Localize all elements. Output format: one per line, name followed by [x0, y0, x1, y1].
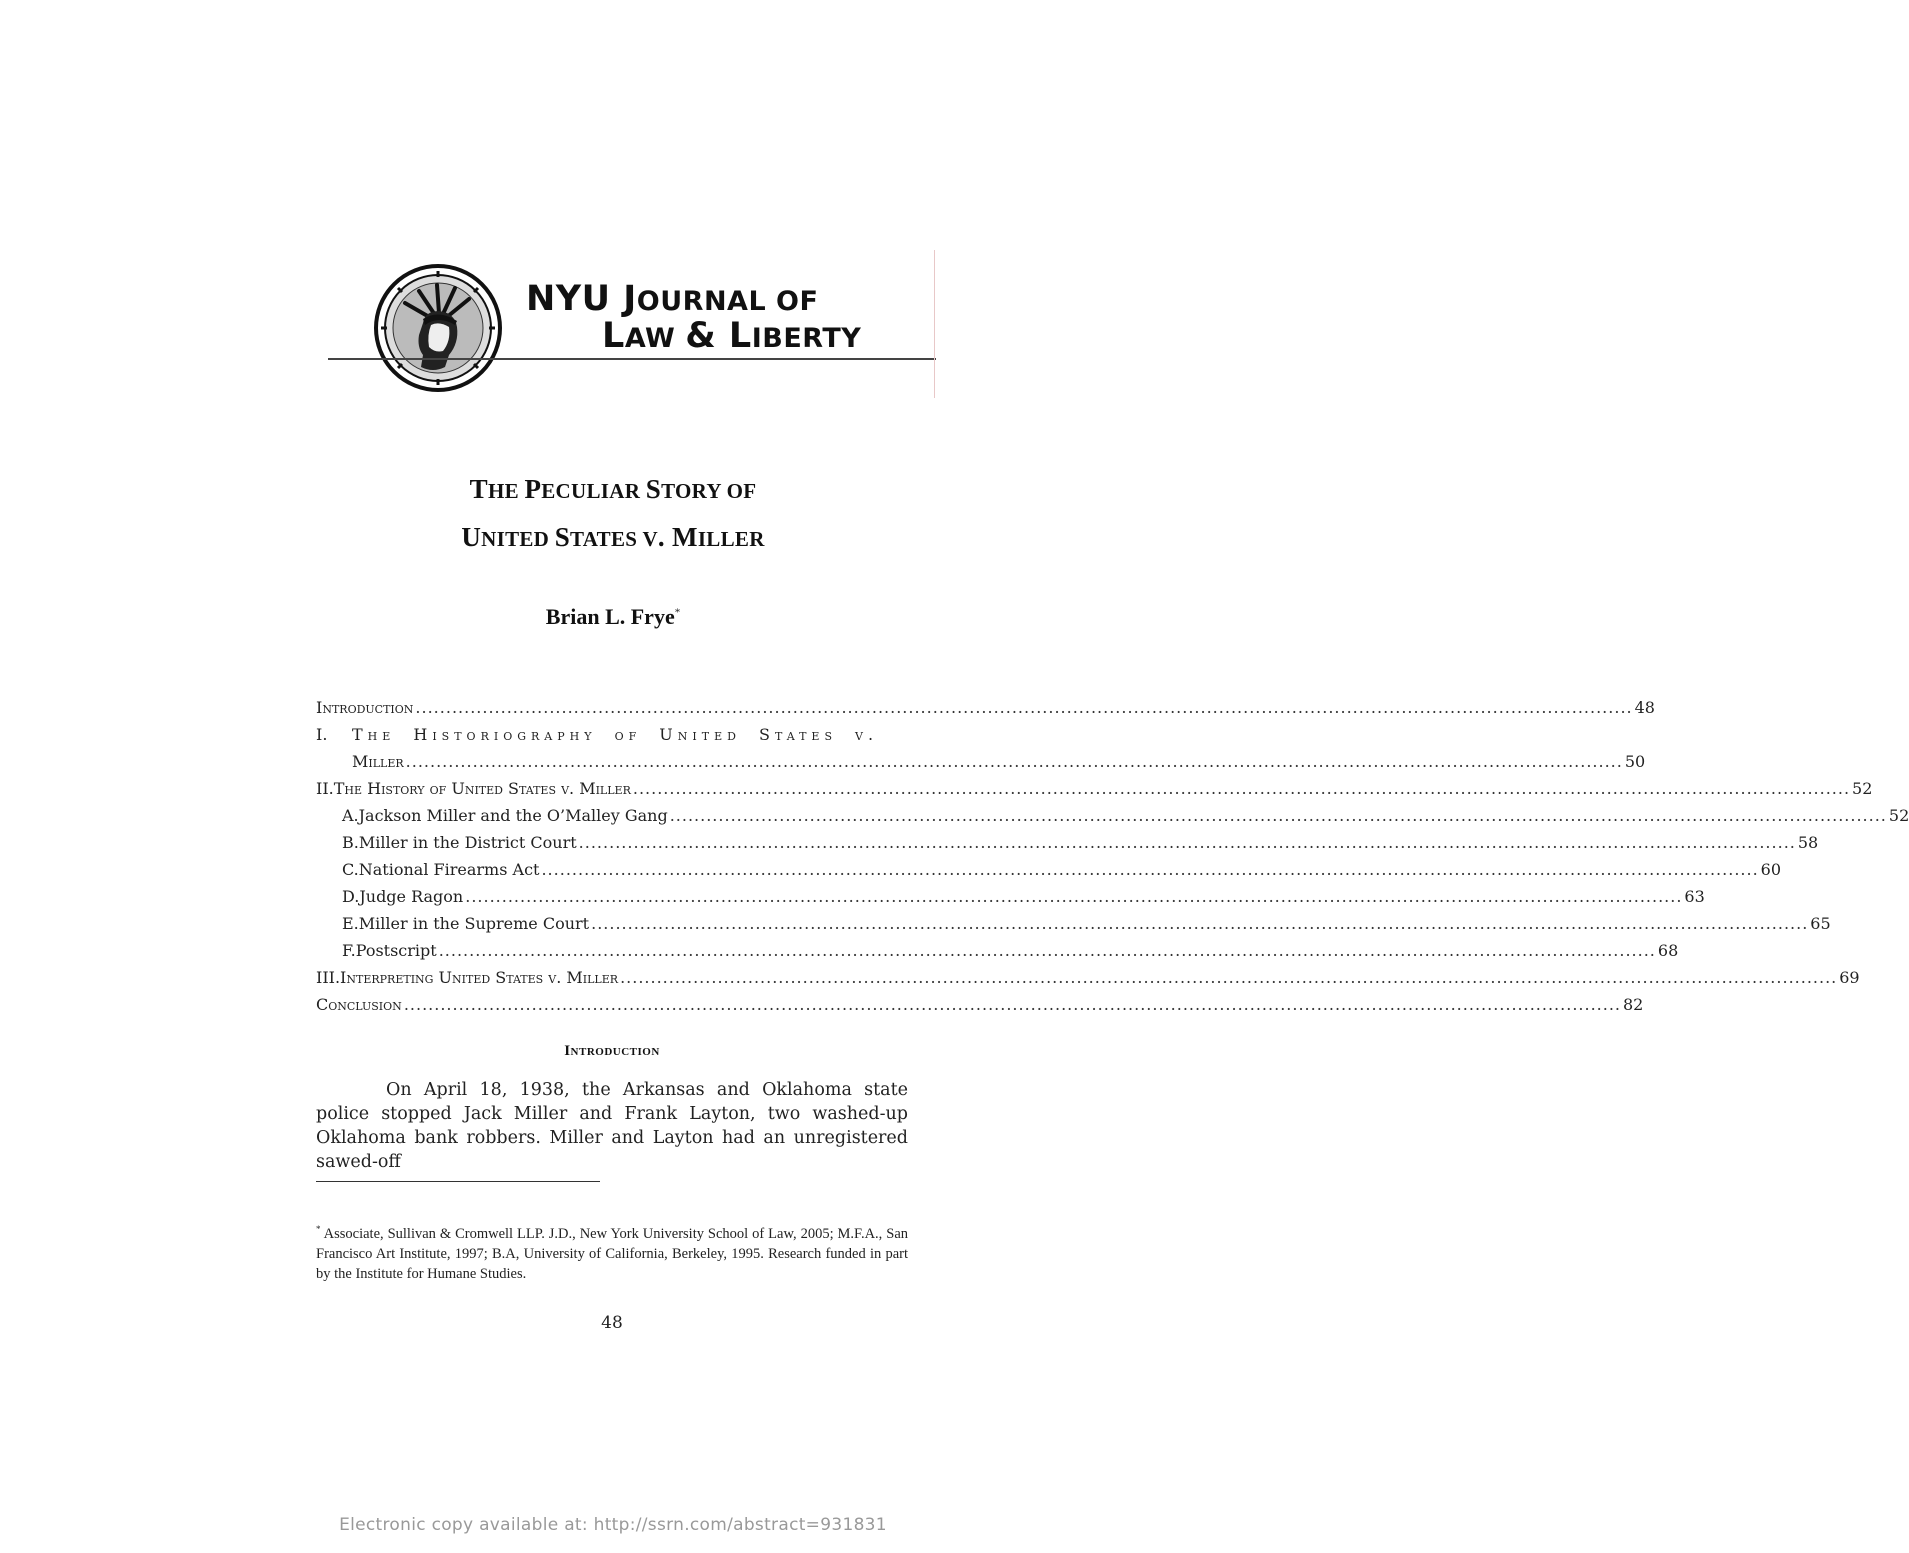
toc-entry-number: I.: [316, 725, 328, 744]
toc-entry-page: 50: [1624, 752, 1646, 771]
toc-dot-leader: ........................................................................................................................................................................................................: [415, 698, 1633, 717]
toc-entry-number: E.: [342, 914, 359, 933]
toc-dot-leader: ........................................................................................................................................................................................................: [591, 914, 1809, 933]
toc-entry: [316, 775, 1873, 802]
toc-dot-leader: ........................................................................................................................................................................................................: [465, 887, 1683, 906]
title-fragment: S: [645, 474, 662, 504]
toc-entry: [316, 937, 1679, 964]
toc-entry-label: Postscript: [355, 941, 437, 960]
article-title-line-2: [300, 514, 926, 562]
title-fragment: J: [623, 279, 637, 319]
title-fragment: TATES V: [570, 527, 658, 551]
author-name-text: Brian L. Frye: [545, 604, 675, 629]
toc-entry: [316, 910, 1831, 937]
toc-entry-page: 58: [1797, 833, 1819, 852]
toc-entry-number: B.: [342, 833, 359, 852]
toc-dot-leader: ........................................................................................................................................................................................................: [541, 860, 1759, 879]
toc-dot-leader: ........................................................................................................................................................................................................: [403, 995, 1621, 1014]
page-number: 48: [601, 1313, 623, 1333]
title-fragment: L: [602, 316, 625, 356]
title-fragment: .: [657, 522, 673, 552]
masthead-rule: [328, 358, 936, 360]
toc-entry: [316, 883, 1705, 910]
title-fragment: IBERTY: [751, 323, 862, 354]
toc-entry-label: Miller in the District Court: [358, 833, 577, 852]
ssrn-watermark: Electronic copy available at: http://ssrn.com/abstract=931831: [339, 1515, 887, 1535]
toc-entry-number: C.: [342, 860, 359, 879]
footnote-rule: [316, 1181, 600, 1182]
statue-of-liberty-seal-icon: [373, 263, 503, 393]
title-fragment: T: [469, 474, 488, 504]
toc-entry-label: Judge Ragon: [359, 887, 464, 906]
footnote: [316, 1219, 908, 1284]
toc-entry-page: 82: [1623, 995, 1644, 1014]
title-fragment: ECULIAR: [541, 479, 646, 503]
toc-entry: [316, 829, 1819, 856]
toc-entry-label: Miller: [352, 752, 404, 771]
title-fragment: AW: [624, 323, 686, 354]
toc-dot-leader: ........................................................................................................................................................................................................: [620, 968, 1838, 987]
toc-dot-leader: ........................................................................................................................................................................................................: [405, 752, 1623, 771]
toc-entry-label: The Historiography of United States v.: [352, 725, 879, 744]
toc-dot-leader: ........................................................................................................................................................................................................: [578, 833, 1796, 852]
title-fragment: M: [672, 522, 698, 552]
toc-entry-label: Jackson Miller and the O’Malley Gang: [358, 806, 668, 825]
title-fragment: &: [685, 316, 729, 356]
toc-entry: [316, 694, 1655, 721]
article-title-line-1: [300, 466, 926, 514]
author-footnote-mark: *: [674, 606, 681, 619]
toc-entry-number: D.: [342, 887, 360, 906]
toc-entry-number: III.: [316, 968, 341, 987]
toc-dot-leader: ........................................................................................................................................................................................................: [438, 941, 1656, 960]
masthead-vertical-rule: [934, 250, 935, 398]
toc-entry: [316, 964, 1860, 991]
toc-entry-page: 69: [1839, 968, 1860, 987]
toc-entry-page: 65: [1810, 914, 1831, 933]
footnote-text: Associate, Sullivan & Cromwell LLP. J.D., New York University School of Law, 2005; M.F.A., San Francisco Art Institute, 1997; B.A, University of California, Berkeley, 1995. Research funded in part by the Institute for Humane Studies.: [316, 1225, 908, 1282]
toc-entry-page: 52: [1888, 806, 1909, 825]
toc-entry-page: 48: [1634, 698, 1655, 717]
toc-entry-page: 60: [1760, 860, 1782, 879]
toc-entry-label: Introduction: [316, 698, 414, 717]
toc-entry-page: 68: [1657, 941, 1679, 960]
author-name: [300, 604, 926, 630]
journal-title-line-1: [526, 279, 861, 319]
toc-entry-label: National Firearms Act: [358, 860, 540, 879]
footnote-mark: *: [316, 1224, 321, 1234]
toc-entry-page: 52: [1852, 779, 1873, 798]
toc-entry-label: Conclusion: [316, 995, 402, 1014]
title-fragment: ILLER: [697, 527, 765, 551]
body-text: [316, 1078, 908, 1174]
title-fragment: NYU: [526, 279, 624, 319]
journal-title: [526, 279, 862, 356]
toc-entry-number: A.: [342, 806, 359, 825]
toc-entry-number: F.: [342, 941, 356, 960]
section-heading-introduction: Introduction: [564, 1043, 660, 1059]
toc-dot-leader: ........................................................................................................................................................................................................: [632, 779, 1851, 798]
toc-entry-page: 63: [1684, 887, 1705, 906]
body-paragraph: On April 18, 1938, the Arkansas and Oklahoma state police stopped Jack Miller and Frank Layton, two washed-up Oklahoma bank robbers. Miller and Layton had an unregistered sawed-off: [316, 1080, 908, 1172]
toc-entry: [316, 748, 1646, 775]
toc-entry-label: Miller in the Supreme Court: [358, 914, 590, 933]
title-fragment: HE: [487, 479, 525, 503]
toc-entry: [316, 991, 1644, 1018]
title-fragment: L: [728, 316, 752, 356]
toc-entry-label: The History of United States v. Miller: [333, 779, 631, 798]
toc-entry: [316, 721, 908, 748]
toc-entry: [316, 856, 1782, 883]
toc-entry: [316, 802, 1909, 829]
toc-entry-number: II.: [316, 779, 334, 798]
title-fragment: NITED: [481, 527, 555, 551]
toc-dot-leader: ........................................................................................................................................................................................................: [669, 806, 1887, 825]
title-fragment: OURNAL OF: [636, 286, 819, 317]
title-fragment: U: [461, 522, 482, 552]
article-title: [300, 466, 926, 562]
title-fragment: P: [524, 474, 542, 504]
toc-entry-label: Interpreting United States v. Miller: [340, 968, 619, 987]
table-of-contents: [316, 694, 1909, 1018]
title-fragment: S: [554, 522, 571, 552]
title-fragment: TORY OF: [661, 479, 757, 503]
journal-title-line-2: [526, 316, 862, 356]
